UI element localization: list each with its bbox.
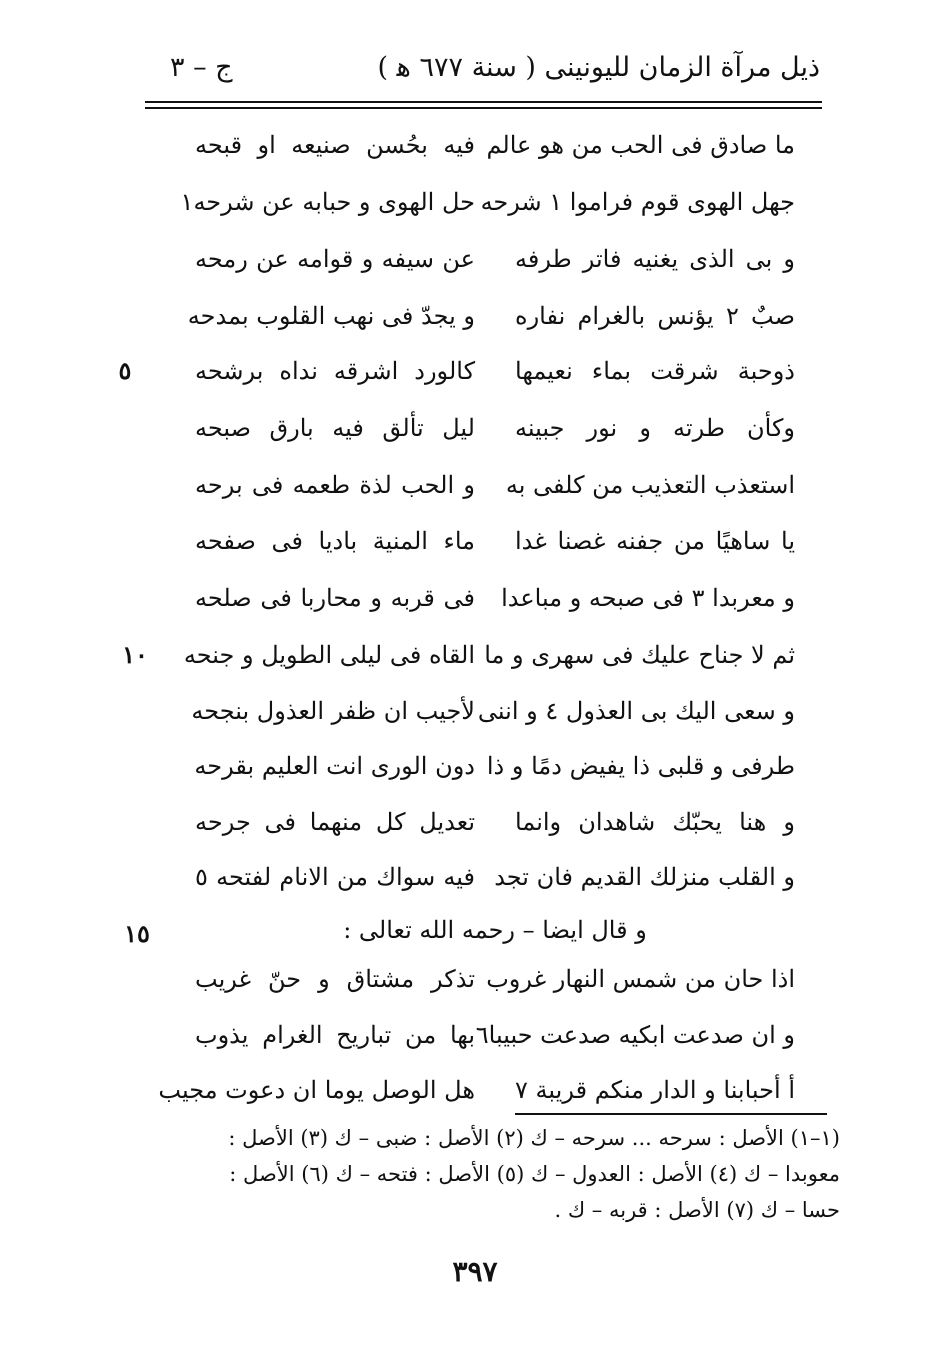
- poem-heading: و قال ايضا – رحمه الله تعالى :: [343, 916, 647, 944]
- first-hemistich: جهل الهوى قوم فراموا ١ شرحه: [480, 188, 795, 216]
- second-hemistich: فى قربه و محاربا فى صلحه: [195, 584, 475, 612]
- first-hemistich: أ أحبابنا و الدار منكم قريبة ٧: [515, 1076, 795, 1104]
- second-hemistich: حل الهوى و حبابه عن شرحه١: [180, 188, 475, 216]
- footnote-line: (١–١) الأصل : سرحه ... سرحه – ك (٢) الأصل : ضبى – ك (٣) الأصل :: [228, 1126, 840, 1150]
- second-hemistich: ماء المنية باديا فى صفحه: [195, 527, 475, 555]
- verse-line: [195, 235, 795, 283]
- verse-line: [195, 517, 795, 565]
- running-head: [150, 52, 820, 98]
- second-hemistich: تعديل كل منهما فى جرحه: [195, 808, 475, 836]
- footnote-line: حسا – ك (٧) الأصل : قربه – ك .: [554, 1198, 840, 1222]
- verse-line: [195, 574, 795, 622]
- verse-line: [195, 955, 795, 1003]
- line-number-15: ١٥: [124, 919, 150, 948]
- verse-line: [180, 178, 795, 226]
- first-hemistich: و هنا يحبّك شاهدان وانما: [515, 808, 795, 836]
- second-hemistich: دون الورى انت العليم بقرحه: [194, 752, 475, 780]
- header-rule-top: [145, 101, 822, 103]
- verse-line: [195, 798, 795, 846]
- footnote-rule: [515, 1113, 827, 1115]
- second-hemistich: فيه سواك من الانام لفتحه ٥: [195, 863, 475, 891]
- verse-line: [158, 1066, 795, 1114]
- first-hemistich: ما صادق فى الحب من هو عالم: [486, 131, 795, 159]
- verse-line: [183, 631, 795, 679]
- first-hemistich: ثم لا جناح عليك فى سهرى و ما: [484, 641, 795, 669]
- verse-line: [195, 347, 795, 395]
- page-number: ٣٩٧: [452, 1255, 498, 1288]
- second-hemistich: هل الوصل يوما ان دعوت مجيب: [158, 1076, 475, 1104]
- book-title: ذيل مرآة الزمان لليونينى ( سنة ٦٧٧ ﻫ ): [377, 52, 820, 83]
- verse-line: [195, 853, 795, 901]
- line-number-5: ٥: [118, 356, 132, 385]
- line-number-10: ١٠: [122, 640, 148, 669]
- first-hemistich: و معربدا ٣ فى صبحه و مباعدا: [501, 584, 795, 612]
- first-hemistich: و ان صدعت ابكيه صدعت حبيبا٦: [475, 1021, 795, 1049]
- first-hemistich: اذا حان من شمس النهار غروب: [486, 965, 795, 993]
- volume-label: ج – ٣: [170, 52, 233, 83]
- second-hemistich: عن سيفه و قوامه عن رمحه: [195, 245, 475, 273]
- first-hemistich: و القلب منزلك القديم فان تجد: [494, 863, 795, 891]
- second-hemistich: و يجدّ فى نهب القلوب بمدحه: [187, 302, 475, 330]
- verse-line: [195, 404, 795, 452]
- second-hemistich: فيه بحُسن صنيعه او قبحه: [195, 131, 475, 159]
- first-hemistich: يا ساهيًا من جفنه غصنا غدا: [515, 527, 795, 555]
- second-hemistich: لأجيب ان ظفر العذول بنجحه: [191, 697, 475, 725]
- verse-line: [195, 461, 795, 509]
- first-hemistich: طرفى و قلبى ذا يفيض دمًا و ذا: [486, 752, 795, 780]
- first-hemistich: و بى الذى يغنيه فاتر طرفه: [515, 245, 795, 273]
- verse-line: [195, 121, 795, 169]
- second-hemistich: كالورد اشرقه نداه برشحه: [195, 357, 475, 385]
- verse-line: [191, 687, 795, 735]
- first-hemistich: و سعى اليك بى العذول ٤ و اننى: [477, 697, 795, 725]
- second-hemistich: تذكر مشتاق و حنّ غريب: [195, 965, 475, 993]
- verse-line: [187, 292, 795, 340]
- second-hemistich: بها من تباريح الغرام يذوب: [195, 1021, 475, 1049]
- verse-line: [195, 1011, 795, 1059]
- first-hemistich: صبٌ ٢ يؤنس بالغرام نفاره: [515, 302, 795, 330]
- first-hemistich: استعذب التعذيب من كلفى به: [505, 471, 795, 499]
- verse-line: [195, 742, 795, 790]
- footnotes: [160, 1120, 840, 1228]
- first-hemistich: وكأن طرته و نور جبينه: [515, 414, 795, 442]
- second-hemistich: ليل تألق فيه بارق صبحه: [195, 414, 475, 442]
- header-rule-bottom: [145, 107, 822, 109]
- footnote-line: معوبدا – ك (٤) الأصل : العدول – ك (٥) الأصل : فتحه – ك (٦) الأصل :: [229, 1162, 840, 1186]
- second-hemistich: القاه فى ليلى الطويل و جنحه: [183, 641, 475, 669]
- second-hemistich: و الحب لذة طعمه فى برحه: [195, 471, 475, 499]
- first-hemistich: ذوحبة شرقت بماء نعيمها: [515, 357, 795, 385]
